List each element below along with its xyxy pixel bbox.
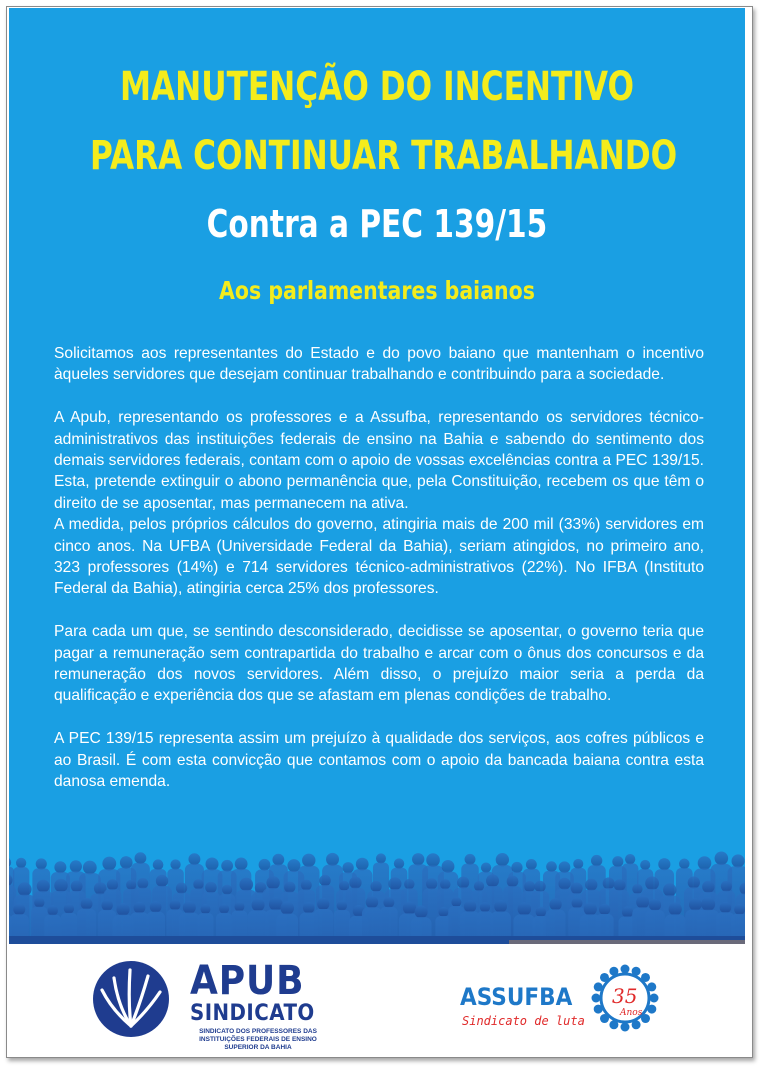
poster-panel xyxy=(9,8,745,944)
letter-body xyxy=(54,343,704,814)
headline-line-2: PARA CONTINUAR TRABALHANDO xyxy=(89,133,678,179)
apub-description: SINDICATO DOS PROFESSORES DAS INSTITUIÇÕES FEDERAIS DE ENSINO SUPERIOR DA BAHIA xyxy=(199,1028,317,1051)
assufba-gear-icon xyxy=(590,963,660,1033)
paragraph-2: A Apub, representando os professores e a Assufba, representando os servidores técnico-administrativos das instituições federais de ensino na Bahia e sabendo do sentimento dos demais servidores federais, contam com o apoio de vossas excelências contra a PEC 139/15. Esta, pretende extinguir o abono permanência que, pela Constituição, recebem os que têm o direito de se aposentar, mas permanecem na ativa. xyxy=(54,409,704,512)
paragraph-3: A medida, pelos próprios cálculos do governo, atingiria mais de 200 mil (33%) servidores em cinco anos. Na UFBA (Universidade Federal da Bahia), seriam atingidos, no primeiro ano, 323 professores (14%) e 714 servidores técnico-administrativos (22%). No IFBA (Instituto Federal da Bahia), atingiria cerca 25% dos professores. xyxy=(54,516,704,598)
paragraph-4: Para cada um que, se sentindo desconsiderado, decidisse se aposentar, o governo teria que pagar a remuneração sem contrapartida do trabalho e arcar com o ônus dos concursos e da remuneração dos novos servidores. Além disso, o prejuízo maior seria a perda da qualificação e experiência dos que se afastam em plenas condições de trabalho. xyxy=(54,623,704,705)
paragraph-1: Solicitamos aos representantes do Estado e do povo baiano que mantenham o incentivo àqueles servidores que desejam continuar trabalhando e contribuindo para a sociedade. xyxy=(54,345,704,384)
crowd-silhouette-image xyxy=(9,838,745,944)
assufba-name: ASSUFBA xyxy=(460,983,573,1011)
apub-sindicato: SINDICATO xyxy=(190,1001,315,1026)
paragraph-5: A PEC 139/15 representa assim um prejuízo à qualidade dos serviços, aos cofres públicos e ao Brasil. É com esta convicção que contamos com o apoio da bancada baiana contra esta danosa emenda. xyxy=(54,730,704,791)
headline-line-1: MANUTENÇÃO DO INCENTIVO xyxy=(119,64,635,110)
headline-audience: Aos parlamentares baianos xyxy=(219,276,535,305)
assufba-anniversary-number: 35 xyxy=(612,984,638,1008)
apub-name: APUB xyxy=(190,958,305,1004)
assufba-tagline: Sindicato de luta xyxy=(462,1014,585,1028)
apub-logo-icon xyxy=(92,960,170,1038)
headline-subtitle: Contra a PEC 139/15 xyxy=(206,202,548,246)
assufba-anos-label: Anos xyxy=(620,1008,643,1018)
